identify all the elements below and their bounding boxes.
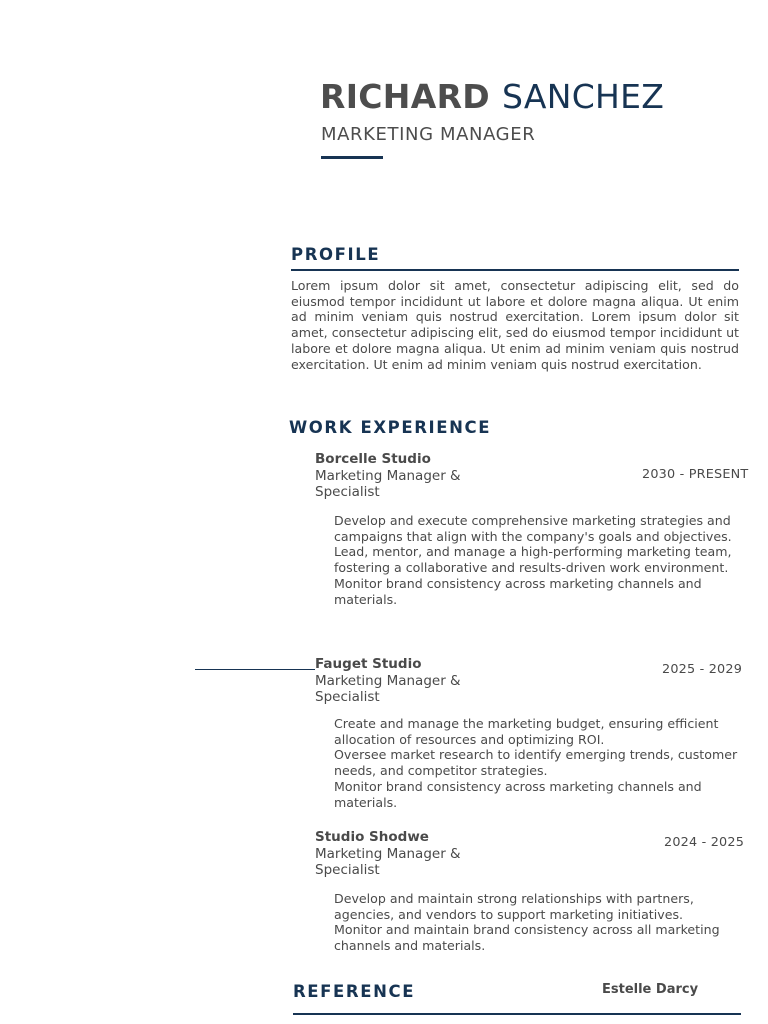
job-entry xyxy=(315,656,747,810)
profile-divider xyxy=(291,269,739,271)
title-underline xyxy=(321,156,383,159)
job-entry xyxy=(315,451,749,607)
candidate-name xyxy=(320,76,664,118)
duty-item: Lead, mentor, and manage a high-performing marketing team, fostering a collaborative and results-driven work environment. xyxy=(334,544,732,576)
job-role: Marketing Manager & Specialist xyxy=(315,673,461,705)
profile-text: Lorem ipsum dolor sit amet, consectetur adipiscing elit, sed do eiusmod tempor incididunt ut labore et dolore magna aliqua. Ut enim ad minim veniam quis nostrud exercitation. Lorem ipsum dolor sit amet, consectetur adipiscing elit, sed do eiusmod tempor incididunt ut labore et dolore magna aliqua. Ut enim ad minim veniam quis nostrud exercitation. Ut enim ad minim veniam quis nostrud exercitation. xyxy=(291,278,739,372)
duty-item: Monitor brand consistency across marketing channels and materials. xyxy=(334,575,702,607)
duty-item: Monitor brand consistency across marketing channels and materials. xyxy=(334,778,702,810)
reference-heading: REFERENCE xyxy=(293,982,416,1001)
job-dates: 2030 - PRESENT xyxy=(642,467,749,482)
duty-item: Oversee market research to identify emerging trends, customer needs, and competitor strategies. xyxy=(334,747,738,779)
reference-divider xyxy=(293,1013,741,1015)
job-role: Marketing Manager & Specialist xyxy=(315,468,461,500)
job-duties xyxy=(334,716,740,810)
job-duties xyxy=(334,891,740,954)
job-title: MARKETING MANAGER xyxy=(321,124,536,145)
job-dates: 2025 - 2029 xyxy=(662,662,743,677)
job-company: Borcelle Studio xyxy=(315,451,431,467)
duty-item: Develop and maintain strong relationships with partners, agencies, and vendors to support marketing initiatives. xyxy=(334,891,694,922)
job-entry xyxy=(315,829,747,954)
job-role: Marketing Manager & Specialist xyxy=(315,846,461,878)
timeline-connector xyxy=(195,669,315,670)
duty-item: Monitor and maintain brand consistency across all marketing channels and materials. xyxy=(334,922,720,954)
job-company: Studio Shodwe xyxy=(315,829,429,845)
first-name: RICHARD xyxy=(320,77,490,116)
last-name: SANCHEZ xyxy=(501,77,665,116)
profile-heading: PROFILE xyxy=(291,245,381,264)
work-experience-heading: WORK EXPERIENCE xyxy=(289,418,492,437)
duty-item: Create and manage the marketing budget, ensuring efficient allocation of resources and optimizing ROI. xyxy=(334,716,719,747)
job-duties xyxy=(334,513,740,607)
job-company: Fauget Studio xyxy=(315,656,422,672)
duty-item: Develop and execute comprehensive marketing strategies and campaigns that align with the company's goals and objectives. xyxy=(334,513,732,544)
reference-name: Estelle Darcy xyxy=(602,982,699,997)
job-dates: 2024 - 2025 xyxy=(664,835,745,850)
